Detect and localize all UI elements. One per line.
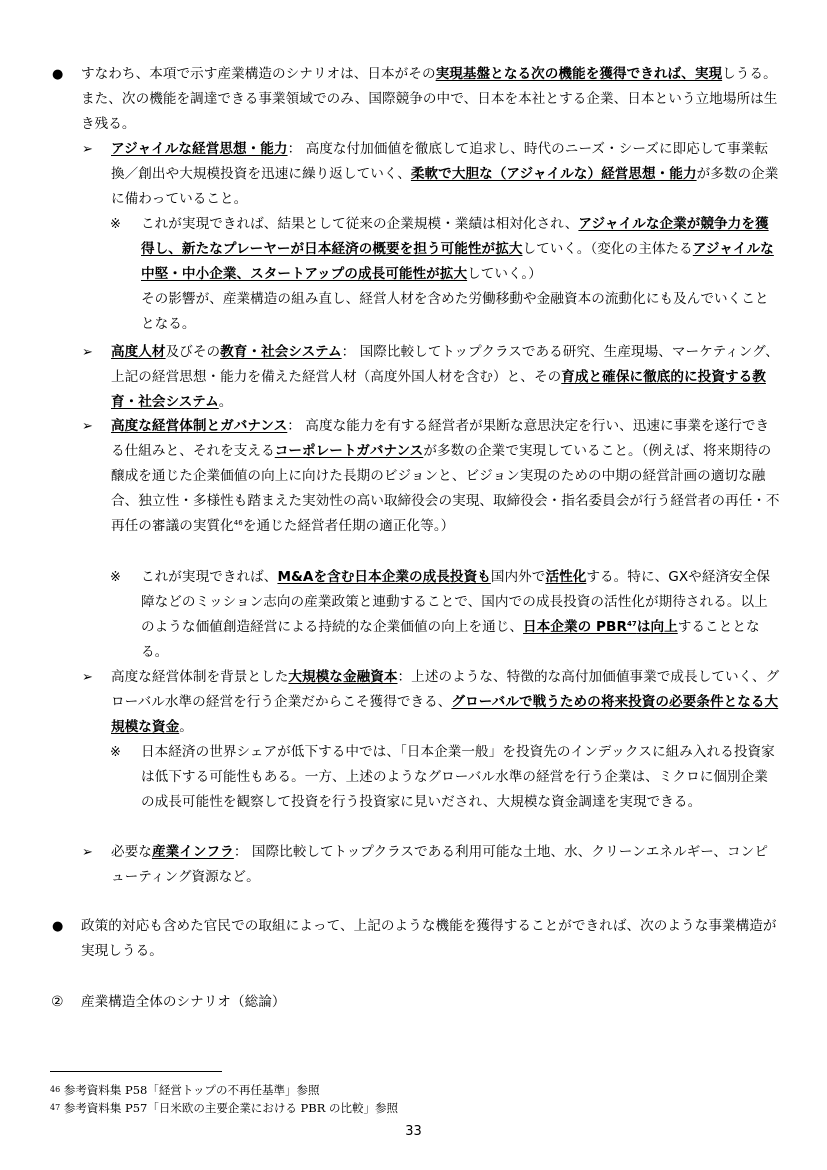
emphasis-text-improve: は向上: [636, 619, 678, 635]
text-run: 政策的対応も含めた官民での取組によって、上記のような機能を獲得することができれば、次のような事業構造が実現しうる。: [81, 918, 777, 959]
footnote-ref: 47: [626, 620, 637, 628]
text-run: ： 高度な能力を有する経営者が果断な意思決定を行い、迅速に事業を遂行できる仕組みと、それを支える: [111, 418, 770, 459]
item-infrastructure: [111, 840, 781, 890]
text-run: しうる。また、次の機能を調達できる事業領域でのみ、国際競争の中で、日本を本社とする企業、日本という立地場所は生き残る。: [81, 66, 778, 132]
bullet-icon: ●: [52, 67, 64, 82]
footnote-number: 46: [50, 1085, 61, 1094]
note-mark: ※: [110, 745, 121, 760]
text-run: ： 国際比較してトップクラスである研究、生産現場、マーケティング、上記の経営思想・能力を備えた経営人材（高度外国人材を含む）と、その: [111, 344, 779, 385]
emphasis-text: アジャイルな経営思想・能力: [111, 141, 288, 157]
section-number: ②: [51, 994, 64, 1010]
arrow-bullet-icon: ➢: [82, 670, 93, 685]
text-run: ： 高度な付加価値を徹底して追求し、時代のニーズ・シーズに即応して事業転換／創出や大規模投資を迅速に繰り返していく、: [111, 141, 769, 182]
item-human-resources: [111, 340, 781, 415]
text-run: 日本経済の世界シェアが低下する中では、「日本企業一般」を投資先のインデックスに組み入れる投資家は低下する可能性もある。一方、上述のようなグローバル水準の経営を行う企業は、ミクロに個別企業の成長可能性を観察して投資を行う投資家に見いだされ、大規模な資金調達を実現できる。: [141, 744, 775, 810]
emphasis-text: 教育・社会システム: [220, 344, 342, 360]
footnote-ref: 46: [233, 519, 243, 527]
arrow-bullet-icon: ➢: [82, 142, 93, 157]
footnote-number: 47: [50, 1103, 61, 1112]
emphasis-text: 実現基盤となる次の機能を獲得できれば、実現: [435, 66, 723, 82]
text-run: その影響が、産業構造の組み直し、経営人材を含めた労働移動や金融資本の流動化にも及んでいくこととなる。: [141, 291, 769, 332]
emphasis-text: 柔軟で大胆な（アジャイルな）経営思想・能力: [410, 166, 697, 182]
emphasis-text: 活性化: [545, 569, 587, 585]
text-run: 。: [179, 719, 193, 735]
emphasis-text: M&Aを含む日本企業の成長投資も: [277, 569, 491, 585]
text-run: 高度な経営体制を背景とした: [111, 669, 289, 685]
arrow-bullet-icon: ➢: [82, 345, 93, 360]
note-growth-investment: [141, 565, 781, 665]
text-run: する。特に、GXや経済安全保障などのミッション志向の産業政策と連動することで、国内での成長投資の活性化が期待される。以上のような価値創造経営による持続的な企業価値の向上を通じ、: [141, 569, 771, 635]
note-agile-effects-cont: [141, 287, 781, 337]
emphasis-text: 産業インフラ: [151, 844, 234, 860]
item-governance: [111, 414, 781, 539]
note-mark: ※: [110, 570, 121, 585]
emphasis-text: 大規模な金融資本: [288, 669, 398, 685]
text-run: ：上述のような、特徴的な高付加価値事業で成長していく、グローバル水準の経営を行う企業だからこそ獲得できる、: [111, 669, 780, 710]
footnote-text: 参考資料集 P58「経営トップの不再任基準」参照: [63, 1083, 320, 1097]
text-run: 及びその: [165, 344, 221, 360]
footnote-divider: [50, 1071, 222, 1072]
emphasis-text: アジャイルな企業が競争力を獲得し、新たなプレーヤーが日本経済の概要を担う可能性が拡大: [141, 216, 769, 257]
text-run: 必要な: [111, 844, 152, 860]
section-heading-text: 産業構造全体のシナリオ（総論）: [81, 994, 286, 1010]
text-run: していく。（変化の主体たる: [522, 241, 693, 257]
item-agile-management: [111, 137, 781, 212]
emphasis-text: [523, 619, 678, 635]
note-mark: ※: [110, 217, 121, 232]
section-heading: [81, 990, 681, 1015]
note-investors: [141, 740, 781, 815]
footnote-text: 参考資料集 P57「日米欧の主要企業における PBR の比較」参照: [63, 1101, 399, 1115]
arrow-bullet-icon: ➢: [82, 845, 93, 860]
page-number: 33: [405, 1124, 422, 1139]
emphasis-text: 育成と確保に徹底的に投資する教育・社会システム: [111, 369, 766, 410]
text-run: これが実現できれば、: [141, 569, 278, 585]
footnote-46: [50, 1082, 320, 1098]
footnote-47: [50, 1100, 398, 1116]
text-run: することとなる。: [141, 619, 760, 660]
paragraph-policy: [81, 914, 781, 964]
text-run: を通じた経営者任期の適正化等。）: [242, 518, 455, 534]
item-financial-capital: [111, 665, 781, 740]
text-run: 。: [218, 394, 233, 410]
note-agile-effects: [141, 212, 781, 287]
text-run: すなわち、本項で示す産業構造のシナリオは、日本がその: [81, 66, 436, 82]
text-run: これが実現できれば、結果として従来の企業規模・業績は相対化され、: [141, 216, 579, 232]
text-run: 国内外で: [490, 569, 546, 585]
emphasis-text: アジャイルな中堅・中小企業、スタートアップの成長可能性が拡大: [141, 241, 774, 282]
emphasis-text: 高度な経営体制とガバナンス: [111, 418, 288, 434]
text-run: が多数の企業に備わっていること。: [111, 166, 779, 207]
text-run: が多数の企業で実現していること。（例えば、将来期待の醸成を通じた企業価値の向上に向けた長期のビジョンと、ビジョン実現のための中期の経営計画の適切な融合、独立性・多様性も踏まえた実効性の高い取締役会の実現、取締役会・指名委員会が行う経営者の再任・不再任の審議の実質化: [111, 443, 780, 534]
arrow-bullet-icon: ➢: [82, 419, 93, 434]
emphasis-text: 高度人材: [111, 344, 166, 360]
emphasis-text: グローバルで戦うための将来投資の必要条件となる大規模な資金: [111, 694, 779, 735]
emphasis-text: コーポレートガバナンス: [274, 443, 424, 459]
text-run: していく。）: [467, 266, 542, 282]
paragraph-intro: [81, 62, 781, 137]
bullet-icon: ●: [52, 919, 64, 934]
text-run: ： 国際比較してトップクラスである利用可能な土地、水、クリーンエネルギー、コンピューティング資源など。: [111, 844, 768, 885]
emphasis-text-pbr: 日本企業の PBR: [523, 619, 627, 635]
